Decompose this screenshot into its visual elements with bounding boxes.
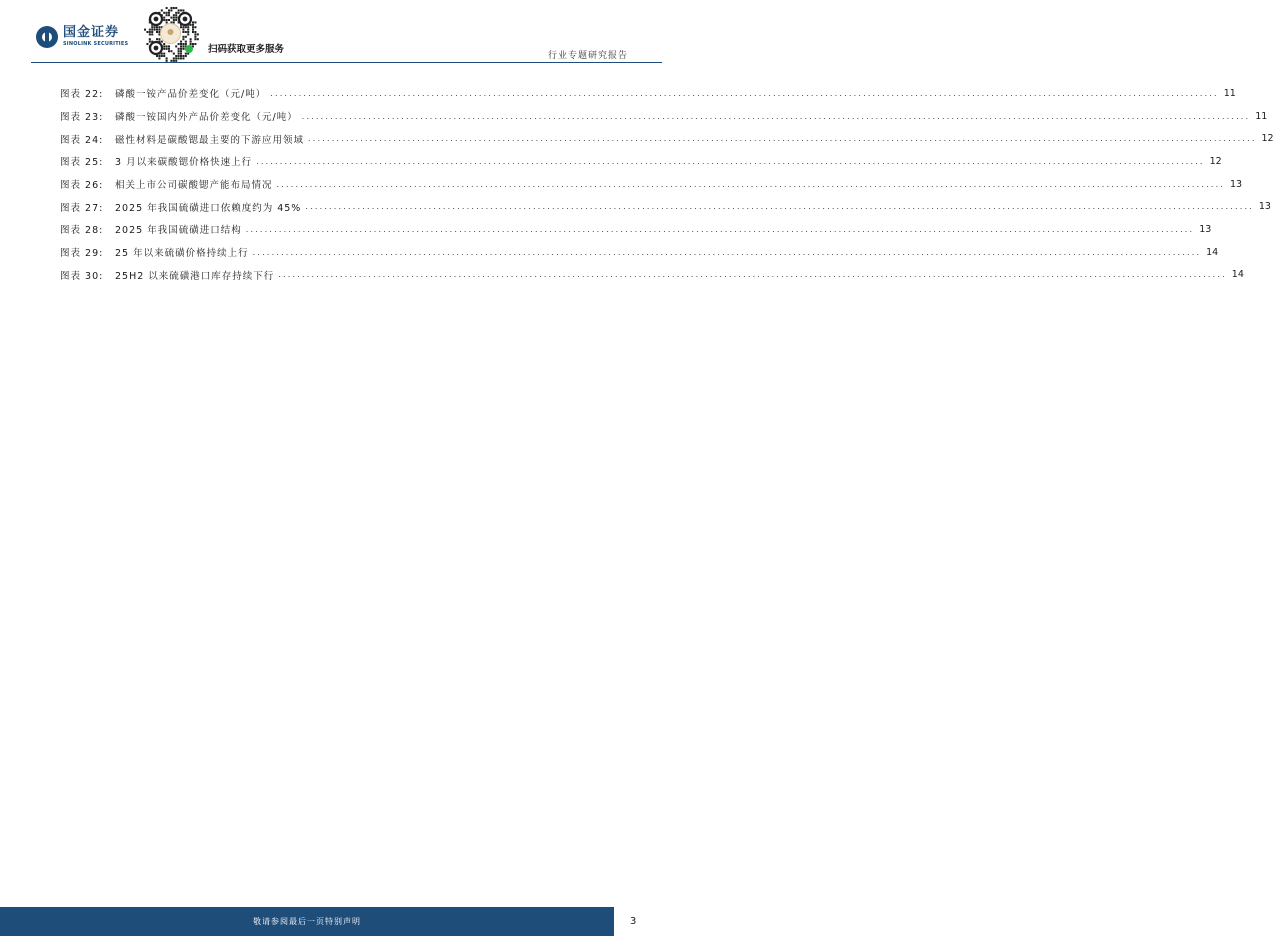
toc-figure-title: 3 月以来碳酸锶价格快速上行 [115,157,253,169]
toc-page-number: 11 [1223,87,1236,99]
toc-row[interactable] [60,264,1244,287]
qr-code-icon[interactable] [142,5,199,62]
toc-figure-title: 2025 年我国硫磺进口依赖度约为 45% [115,202,302,214]
toc-row[interactable] [60,218,1212,241]
toc-dot-leader: ........................................................................................................................................................................................................ [270,88,1219,98]
toc-dot-leader: ........................................................................................................................................................................................................ [252,247,1202,257]
toc-dot-leader: ........................................................................................................................................................................................................ [256,156,1205,166]
disclaimer-note: 敬请参阅最后一页特别声明 [253,917,361,926]
toc-row[interactable] [60,173,1243,196]
toc-figure-number: 图表 27: [60,202,104,214]
toc-figure-title: 磷酸一铵产品价差变化（元/吨） [115,89,267,101]
page-footer [0,907,662,936]
toc-dot-leader: ........................................................................................................................................................................................................ [276,179,1226,189]
sinolink-logo [36,26,128,48]
page-number: 3 [630,916,637,927]
scan-prompt: 扫码获取更多服务 [208,44,285,55]
toc-row[interactable] [60,150,1222,173]
toc-page-number: 14 [1206,246,1219,258]
toc-figure-title: 磁性材料是碳酸锶最主要的下游应用领域 [115,134,305,146]
toc-dot-leader: ........................................................................................................................................................................................................ [245,224,1195,234]
header-divider [31,62,662,63]
toc-figure-number: 图表 25: [60,157,104,169]
toc-row[interactable] [60,241,1219,264]
toc-page-number: 13 [1258,201,1271,213]
sinolink-logo-icon [36,26,58,48]
qr-code-graphic [142,5,199,62]
logo-en: SINOLINK SECURITIES [63,41,129,47]
toc-dot-leader: ........................................................................................................................................................................................................ [301,111,1251,121]
report-type: 行业专题研究报告 [547,51,628,61]
logo-cn: 国金证券 [63,25,120,40]
toc-row[interactable] [60,105,1268,128]
toc-figure-title: 25 年以来硫磺价格持续上行 [115,248,249,260]
toc-dot-leader: ........................................................................................................................................................................................................ [308,134,1257,144]
toc-row[interactable] [60,82,1236,105]
toc-figure-number: 图表 24: [60,134,104,146]
toc-figure-number: 图表 29: [60,248,104,260]
toc-dot-leader: ........................................................................................................................................................................................................ [305,202,1254,212]
toc-page-number: 11 [1255,110,1268,122]
toc-figure-title: 相关上市公司碳酸锶产能布局情况 [115,180,273,192]
figure-list [60,82,1274,286]
toc-figure-title: 磷酸一铵国内外产品价差变化（元/吨） [115,112,298,124]
toc-page-number: 14 [1231,269,1244,281]
toc-page-number: 12 [1261,133,1274,145]
logo-text [63,26,128,48]
toc-row[interactable] [60,195,1271,218]
toc-figure-title: 2025 年我国硫磺进口结构 [115,225,242,237]
toc-page-number: 12 [1209,155,1222,167]
toc-figure-number: 图表 30: [60,270,104,282]
page-header [0,0,662,66]
toc-page-number: 13 [1199,223,1212,235]
toc-page-number: 13 [1230,178,1243,190]
toc-row[interactable] [60,127,1274,150]
toc-figure-number: 图表 22: [60,89,104,101]
toc-dot-leader: ........................................................................................................................................................................................................ [278,270,1227,280]
toc-figure-title: 25H2 以来硫磺港口库存持续下行 [115,270,275,282]
toc-figure-number: 图表 23: [60,112,104,124]
toc-figure-number: 图表 26: [60,180,104,192]
toc-figure-number: 图表 28: [60,225,104,237]
